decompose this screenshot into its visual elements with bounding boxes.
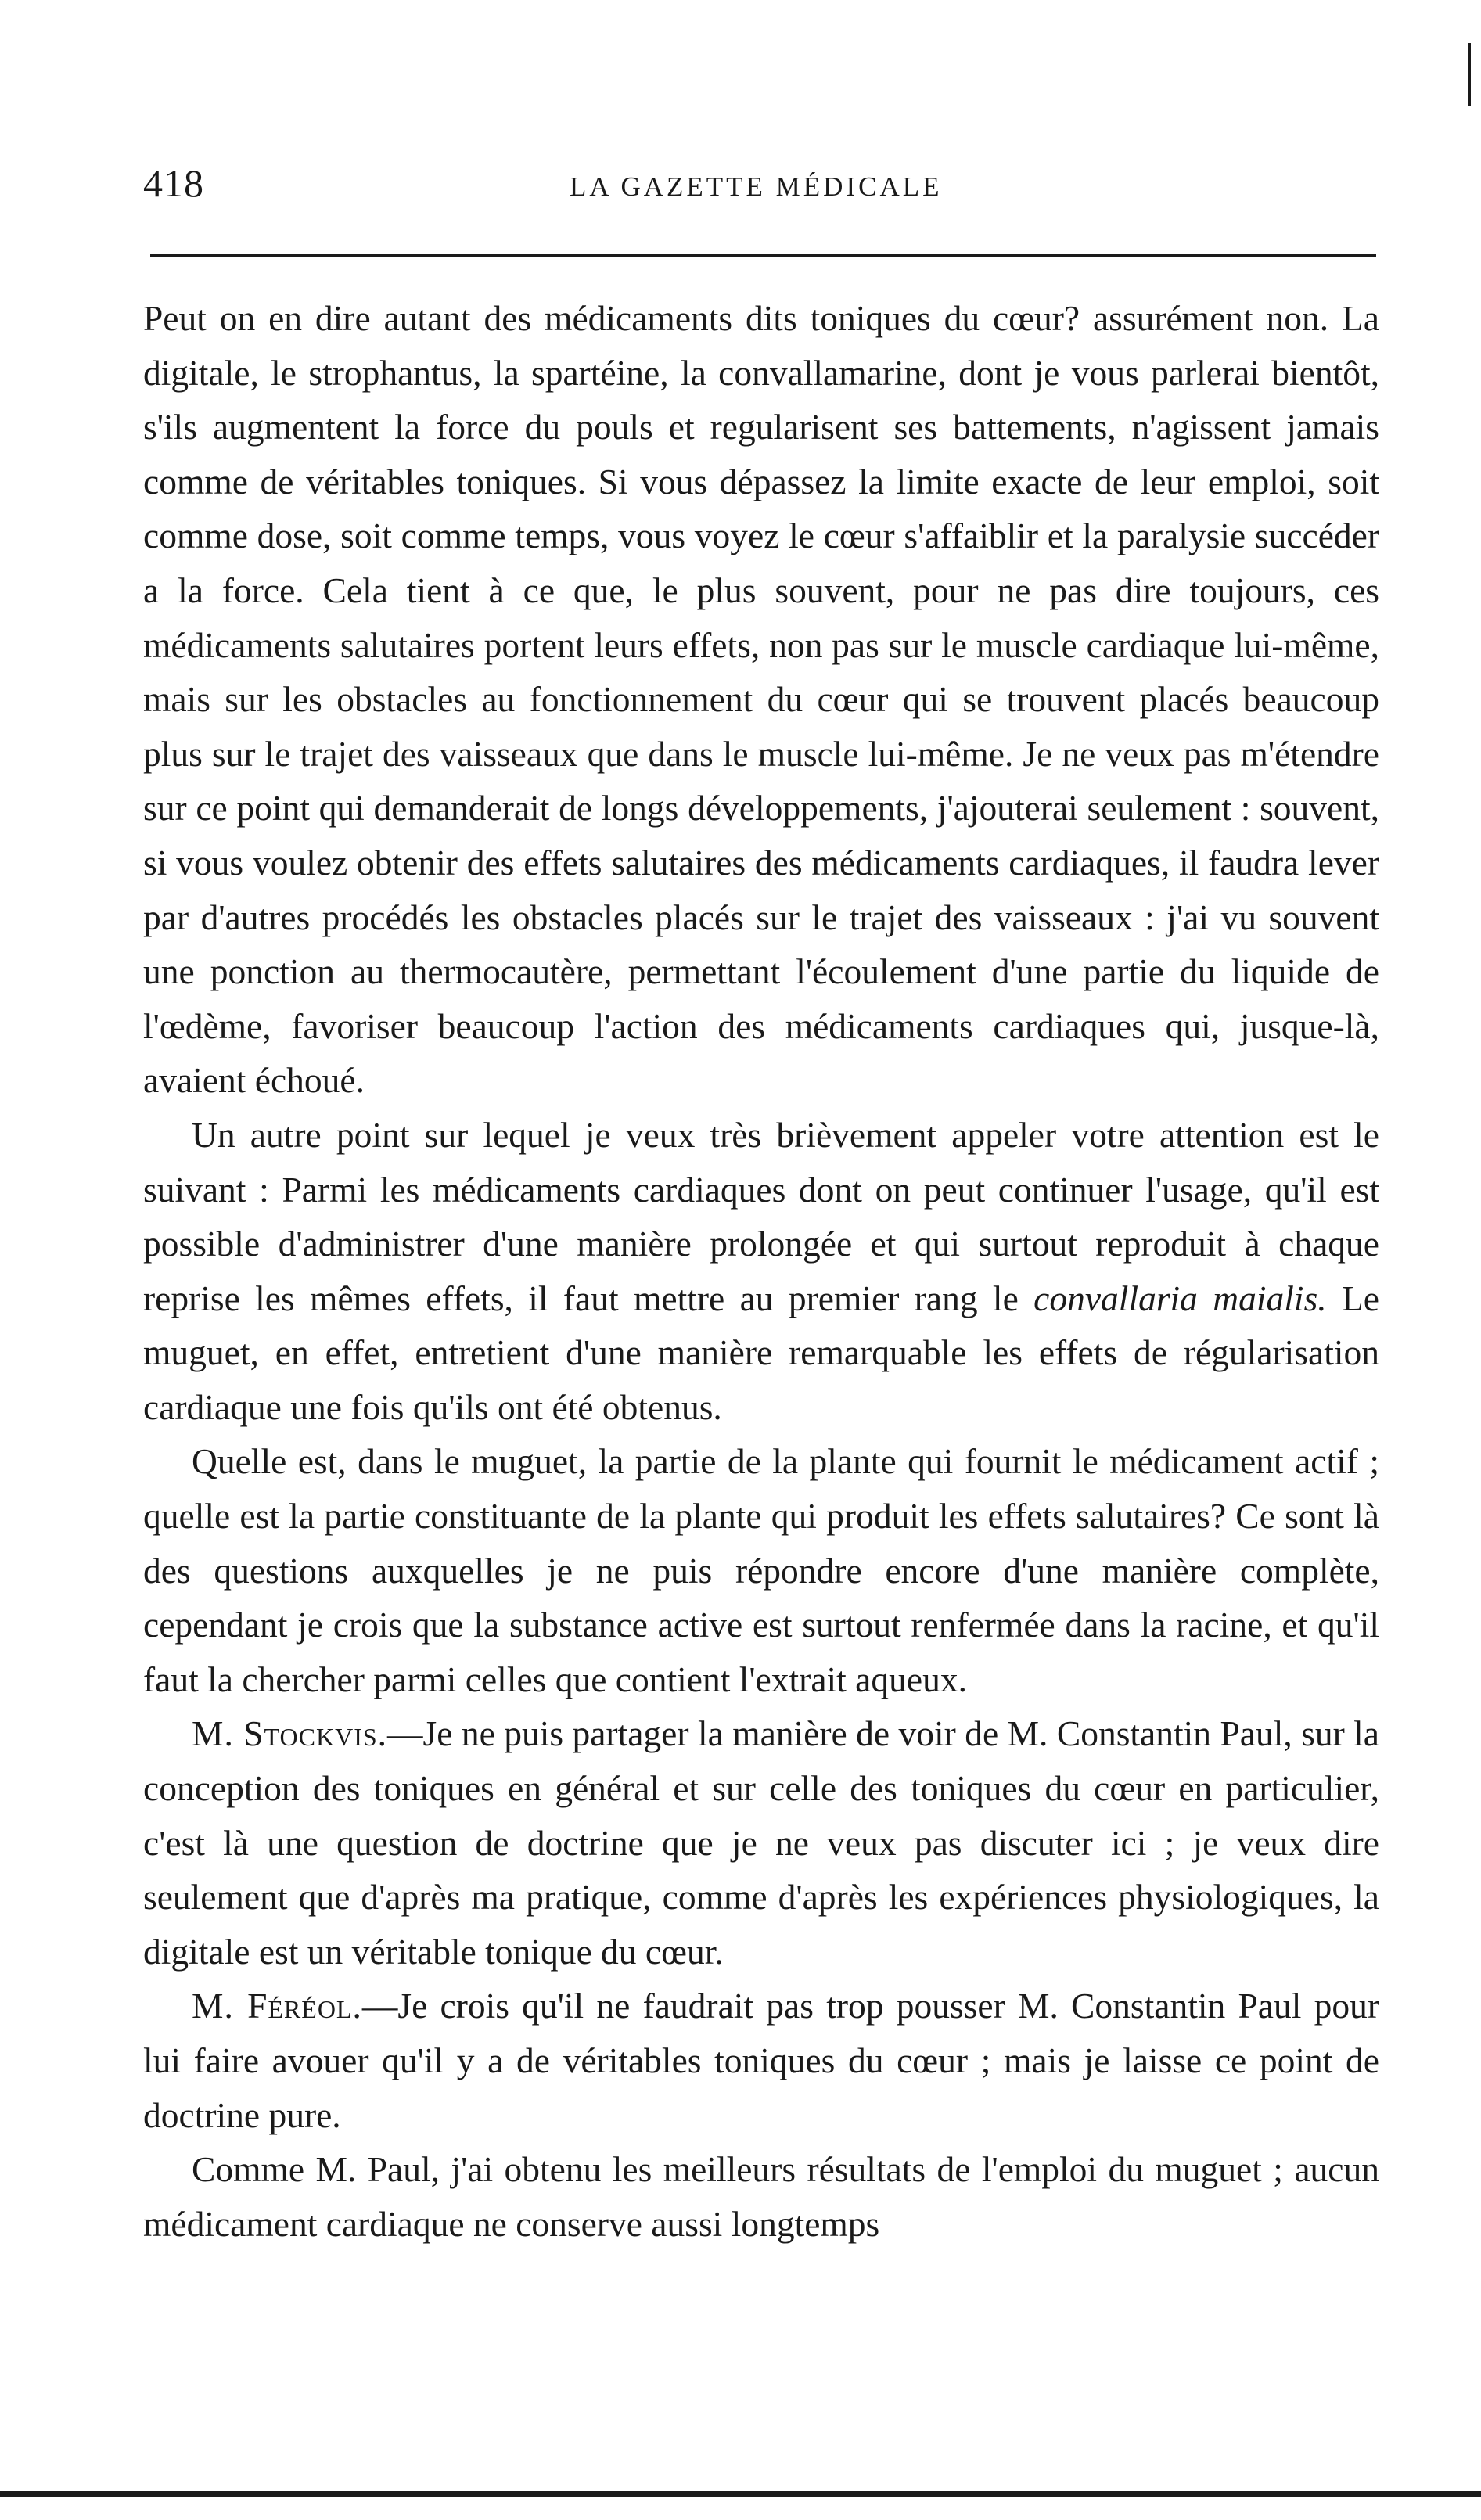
speaker-stockvis: M. Stockvis.	[192, 1713, 388, 1754]
paragraph-convallaria-text: Un autre point sur lequel je veux très brièvement appeler votre attention est le suivant : Parmi les médicaments cardiaques dont on peut continuer l'usage, qu'il est possible d'administrer d'une manière prolongée et qui surtout reproduit à chaque reprise les mêmes effets, il faut mettre au premier rang le	[143, 1114, 1379, 1318]
paragraph-muguet-partie	[143, 1434, 1379, 1706]
paragraph-toniques-text: Peut on en dire autant des médicaments dits toniques du cœur? assurément non. La digitale, le strophantus, la spartéine, la convallamarine, dont je vous parlerai bientôt, s'ils augmentent la force du pouls et regularisent ses battements, n'agissent jamais comme de véritables toniques. Si vous dépassez la limite exacte de leur emploi, soit comme dose, soit comme temps, vous voyez le cœur s'affaiblir et la paralysie succéder a la force. Cela tient à ce que, le plus souvent, pour ne pas dire toujours, ces médicaments salutaires portent leurs effets, non pas sur le muscle cardiaque lui-même, mais sur les obstacles au fonctionnement du cœur qui se trouvent placés beaucoup plus sur le trajet des vaisseaux que dans le muscle lui-même. Je ne veux pas m'étendre sur ce point qui demanderait de longs développements, j'ajouterai seulement : souvent, si vous voulez obtenir des effets salutaires des médicaments cardiaques, il faudra lever par d'autres procédés les obstacles placés sur le trajet des vaisseaux : j'ai vu souvent une ponction au thermocautère, permettant l'écoulement d'une partie du liquide de l'œdème, favoriser beaucoup l'action des médicaments cardiaques qui, jusque-là, avaient échoué.	[143, 298, 1379, 1101]
bottom-rule	[0, 2491, 1481, 2497]
paragraph-stockvis-text: Je ne puis partager la manière de voir de M. Constantin Paul, sur la conception des toniques en général et sur celle des toniques du cœur en particulier, c'est là une question de doctrine que je ne veux pas discuter ici ; je veux dire seulement que d'après ma pratique, comme d'après les expériences physiologiques, la digitale est un véritable tonique du cœur.	[143, 1713, 1379, 1972]
article-body	[143, 291, 1379, 2251]
paragraph-toniques	[143, 291, 1379, 1108]
page-edge-mark	[1468, 43, 1471, 106]
paragraph-fereol-text: Je crois qu'il ne faudrait pas trop pousser M. Constantin Paul pour lui faire avouer qu'il y a de véritables toniques du cœur ; mais je laisse ce point de doctrine pure.	[143, 1986, 1379, 2135]
paragraph-convallaria	[143, 1108, 1379, 1435]
page-number: 418	[143, 161, 204, 205]
paragraph-convallaria-text-end: Le muguet, en effet, entretient d'une manière remarquable les effets de régularisation cardiaque une fois qu'ils ont été obtenus.	[143, 1278, 1380, 1427]
paragraph-muguet-partie-text: Quelle est, dans le muguet, la partie de la plante qui fournit le médicament actif ; quelle est la partie constituante de la plante qui produit les effets salutaires? Ce sont là des questions auxquelles je ne puis répondre encore d'une manière complète, cependant je crois que la substance active est surtout renfermée dans la racine, et qu'il faut la chercher parmi celles que contient l'extrait aqueux.	[143, 1441, 1379, 1699]
header-rule	[150, 254, 1376, 257]
speaker-fereol: M. Féréol.	[192, 1986, 362, 2026]
paragraph-comme-paul-text: Comme M. Paul, j'ai obtenu les meilleurs résultats de l'emploi du muguet ; aucun médicament cardiaque ne conserve aussi longtemps	[143, 2149, 1379, 2244]
convallaria-latin-name: convallaria maialis.	[1033, 1278, 1327, 1318]
paragraph-fereol	[143, 1979, 1379, 2142]
running-title: LA GAZETTE MÉDICALE	[570, 171, 943, 202]
em-dash: —	[387, 1713, 423, 1754]
paragraph-stockvis	[143, 1706, 1379, 1979]
em-dash: —	[361, 1986, 398, 2026]
paragraph-comme-paul	[143, 2142, 1379, 2251]
page-header	[0, 160, 1481, 223]
